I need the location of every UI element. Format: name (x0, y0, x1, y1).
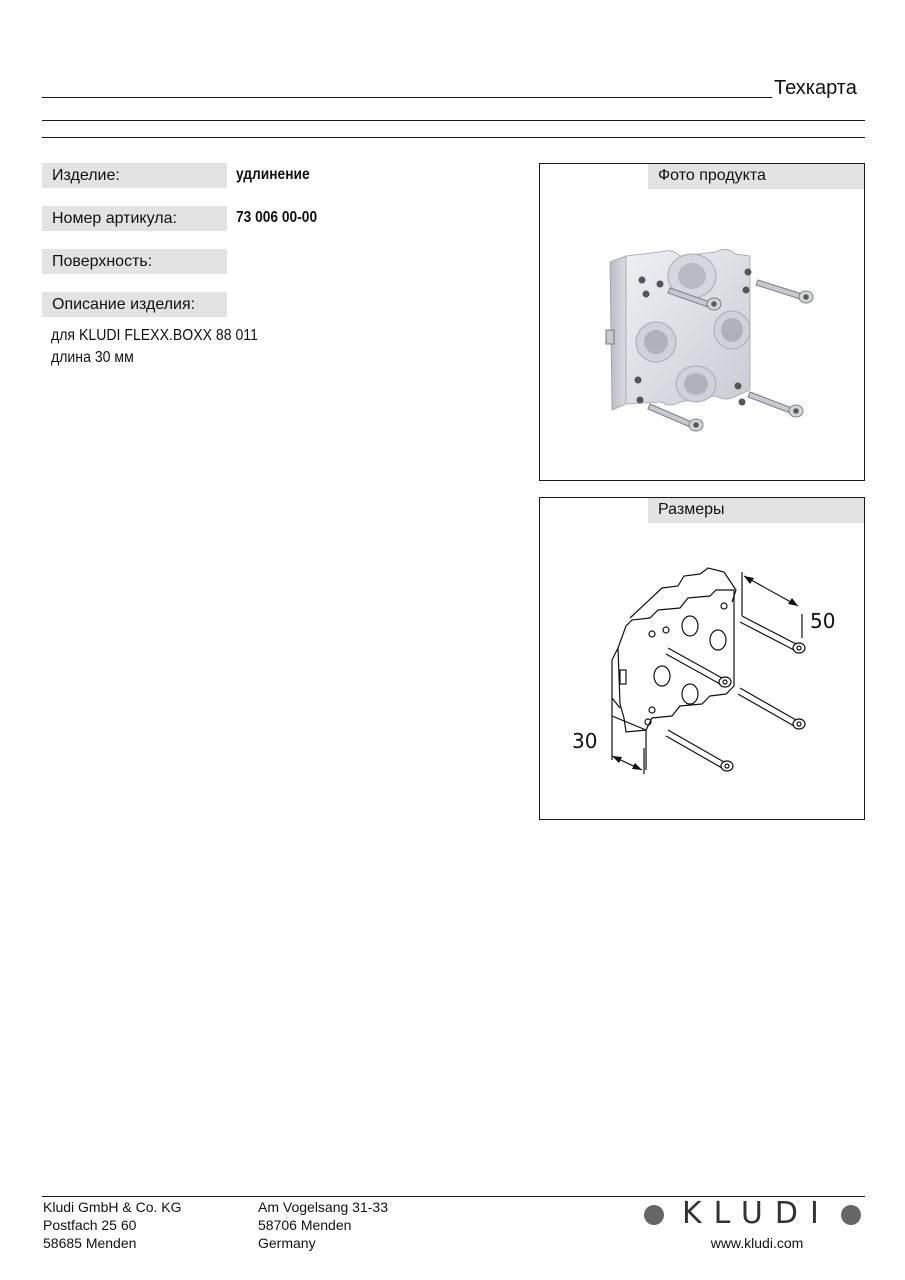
footer-company: Kludi GmbH & Co. KG (43, 1199, 182, 1215)
product-photo (540, 164, 864, 480)
footer-street: Am Vogelsang 31-33 (258, 1199, 388, 1215)
product-photo-title: Фото продукта (648, 164, 864, 189)
surface-label: Поверхность: (42, 249, 227, 274)
article-number-value: 73 006 00-00 (236, 209, 318, 226)
kludi-logo: KLUDI (682, 1196, 831, 1231)
description-label: Описание изделия: (42, 292, 227, 317)
description-line-1: для KLUDI FLEXX.BOXX 88 011 (51, 327, 258, 344)
description-line-2: длина 30 мм (51, 349, 134, 366)
footer-country: Germany (258, 1235, 316, 1251)
footer-city: 58706 Menden (258, 1217, 352, 1233)
product-photo-panel (539, 163, 865, 481)
product-value: удлинение (236, 166, 310, 183)
doc-title: Техкарта (774, 77, 857, 99)
dimension-30-label: 30 (572, 729, 598, 753)
footer-website[interactable]: www.kludi.com (710, 1235, 804, 1251)
footer-postcity: 58685 Menden (43, 1235, 137, 1251)
logo-dot-right-icon (841, 1205, 861, 1225)
article-number-label: Номер артикула: (42, 206, 227, 231)
logo-dot-left-icon (644, 1205, 664, 1225)
dimensions-title: Размеры (648, 498, 864, 523)
footer-postbox: Postfach 25 60 (43, 1217, 137, 1233)
dimension-50-label: 50 (810, 609, 836, 633)
header-rule-1 (42, 97, 772, 98)
dimensions-panel (539, 497, 865, 820)
product-label: Изделие: (42, 163, 227, 188)
header-rule-2 (42, 120, 865, 121)
header-rule-3 (42, 137, 865, 138)
dimensions-drawing (540, 498, 864, 819)
